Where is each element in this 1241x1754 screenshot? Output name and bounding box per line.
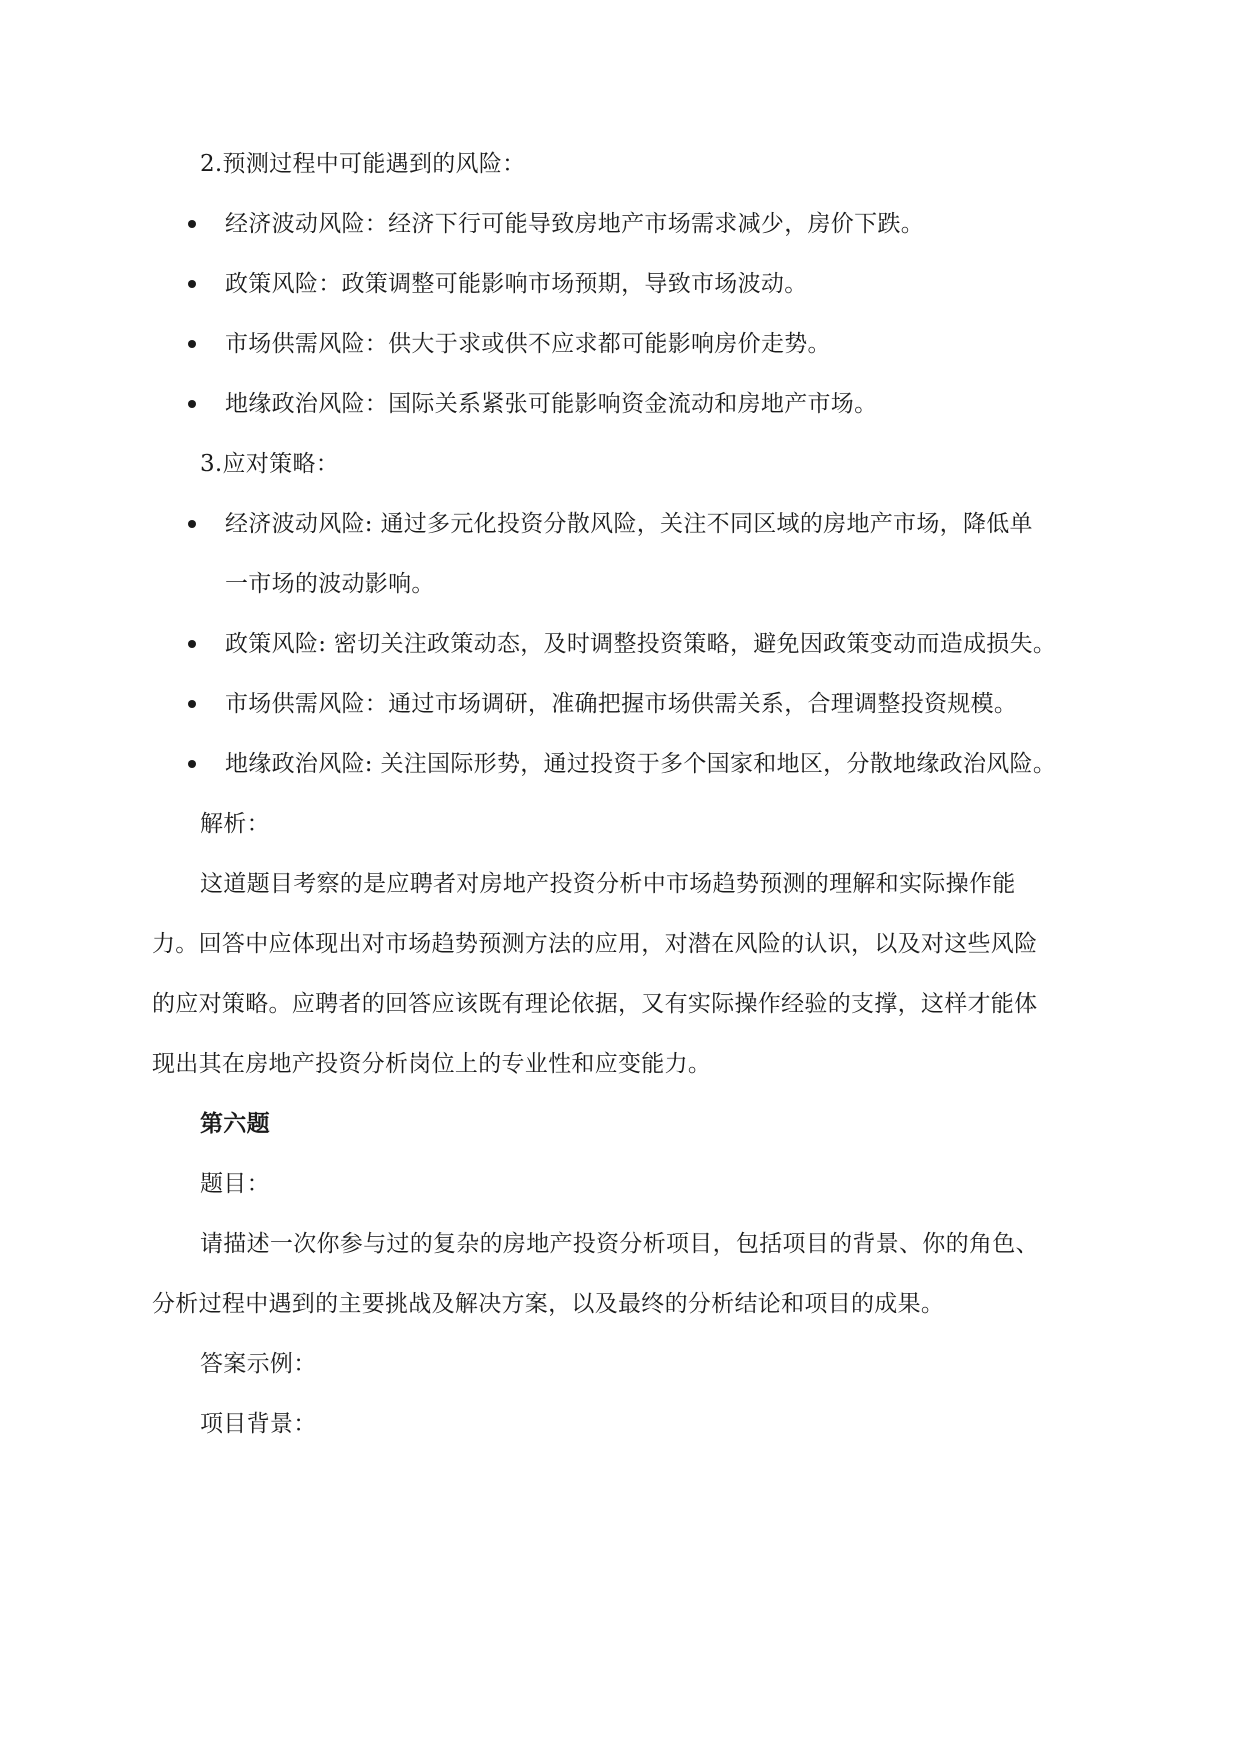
answer-example-label: 答案示例：	[200, 1351, 317, 1377]
bullet-icon	[188, 220, 196, 228]
risk-item	[0, 208, 1241, 240]
bullet-icon	[188, 520, 196, 528]
risk-text: 市场供需风险：供大于求或供不应求都可能影响房价走势。	[225, 331, 831, 357]
strategy-text: 经济波动风险: 通过多元化投资分散风险，关注不同区域的房地产市场，降低单	[225, 511, 1033, 537]
strategy-text: 政策风险: 密切关注政策动态，及时调整投资策略，避免因政策变动而造成损失。	[225, 631, 1057, 657]
section3-heading: 3.应对策略：	[200, 451, 340, 477]
question-label: 题目：	[200, 1171, 270, 1197]
bullet-icon	[188, 640, 196, 648]
strategy-item	[0, 688, 1241, 720]
strategy-item	[0, 628, 1241, 660]
analysis-label: 解析：	[200, 811, 270, 837]
bullet-icon	[188, 700, 196, 708]
section2-heading: 2.预测过程中可能遇到的风险：	[200, 151, 526, 177]
bullet-icon	[188, 340, 196, 348]
analysis-paragraph-line: 现出其在房地产投资分析岗位上的专业性和应变能力。	[152, 1051, 712, 1077]
analysis-paragraph-line: 力。回答中应体现出对市场趋势预测方法的应用，对潜在风险的认识，以及对这些风险	[152, 931, 1038, 957]
bullet-icon	[188, 760, 196, 768]
bullet-icon	[188, 400, 196, 408]
question-paragraph-line: 请描述一次你参与过的复杂的房地产投资分析项目，包括项目的背景、你的角色、	[200, 1231, 1039, 1257]
strategy-text: 市场供需风险：通过市场调研，准确把握市场供需关系，合理调整投资规模。	[225, 691, 1018, 717]
risk-text: 政策风险：政策调整可能影响市场预期，导致市场波动。	[225, 271, 808, 297]
strategy-item	[0, 748, 1241, 780]
risk-item	[0, 328, 1241, 360]
risk-text: 地缘政治风险：国际关系紧张可能影响资金流动和房地产市场。	[225, 391, 878, 417]
analysis-paragraph-line: 这道题目考察的是应聘者对房地产投资分析中市场趋势预测的理解和实际操作能	[200, 871, 1016, 897]
strategy-text: 地缘政治风险: 关注国际形势，通过投资于多个国家和地区，分散地缘政治风险。	[225, 751, 1057, 777]
analysis-paragraph-line: 的应对策略。应聘者的回答应该既有理论依据，又有实际操作经验的支撑，这样才能体	[152, 991, 1038, 1017]
strategy-item	[0, 508, 1241, 540]
risk-item	[0, 268, 1241, 300]
strategy-text-continued: 一市场的波动影响。	[225, 571, 435, 597]
question6-title: 第六题	[200, 1111, 270, 1137]
risk-item	[0, 388, 1241, 420]
question-paragraph-line: 分析过程中遇到的主要挑战及解决方案，以及最终的分析结论和项目的成果。	[152, 1291, 945, 1317]
project-background-label: 项目背景：	[200, 1411, 317, 1437]
bullet-icon	[188, 280, 196, 288]
risk-text: 经济波动风险：经济下行可能导致房地产市场需求减少，房价下跌。	[225, 211, 924, 237]
